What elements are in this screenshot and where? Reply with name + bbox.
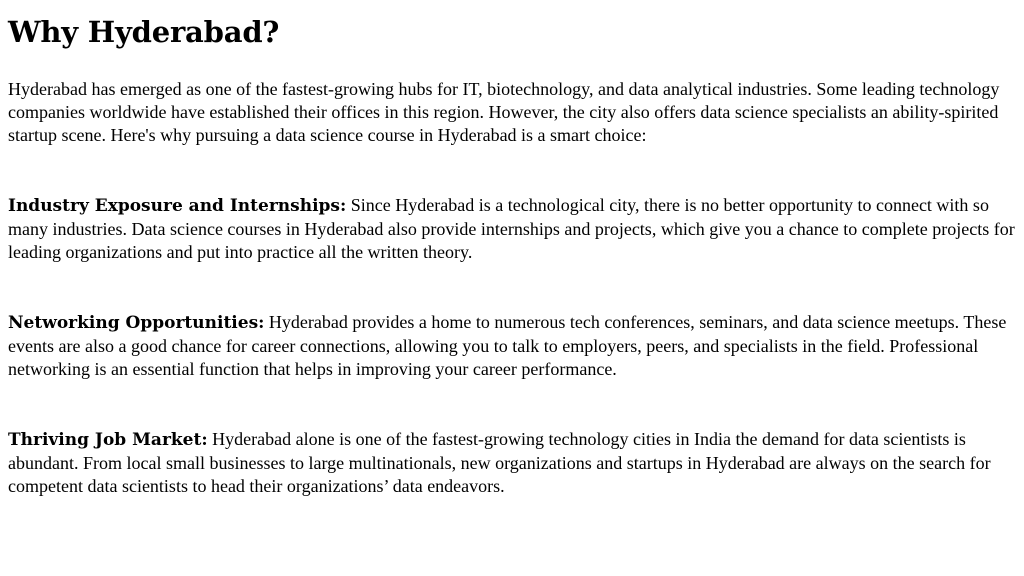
section-text: Hyderabad alone is one of the fastest-growing technology cities in India the demand for data scientists is abundant. From local small businesses to large multinationals, new organizations and startups in Hyderabad are always on the search for competent data scientists to head their organizations’ data endeavors. [8,429,991,496]
intro-paragraph: Hyderabad has emerged as one of the fastest-growing hubs for IT, biotechnology, and data analytical industries. Some leading technology companies worldwide have established their offices in this region. However, the city also offers data science specialists an ability-spirited startup scene. Here's why pursuing a data science course in Hyderabad is a smart choice: [8,79,1000,145]
section-job-market [8,428,1016,498]
section-text: Hyderabad provides a home to numerous tech conferences, seminars, and data science meetups. These events are also a good chance for career connections, allowing you to talk to employers, peers, and specialists in the field. Professional networking is an essential function that helps in improving your career performance. [8,312,1007,379]
section-label: Networking Opportunities: [8,313,265,333]
section-label: Thriving Job Market: [8,430,208,450]
page-title: Why Hyderabad? [8,15,280,49]
section-text: Since Hyderabad is a technological city, there is no better opportunity to connect with so many industries. Data science courses in Hyderabad also provide internships and projects, which give you a chance to complete projects for leading organizations and put into practice all the written theory. [8,195,1015,262]
section-networking [8,311,1016,381]
section-industry-exposure [8,194,1016,264]
section-label: Industry Exposure and Internships: [8,196,347,216]
